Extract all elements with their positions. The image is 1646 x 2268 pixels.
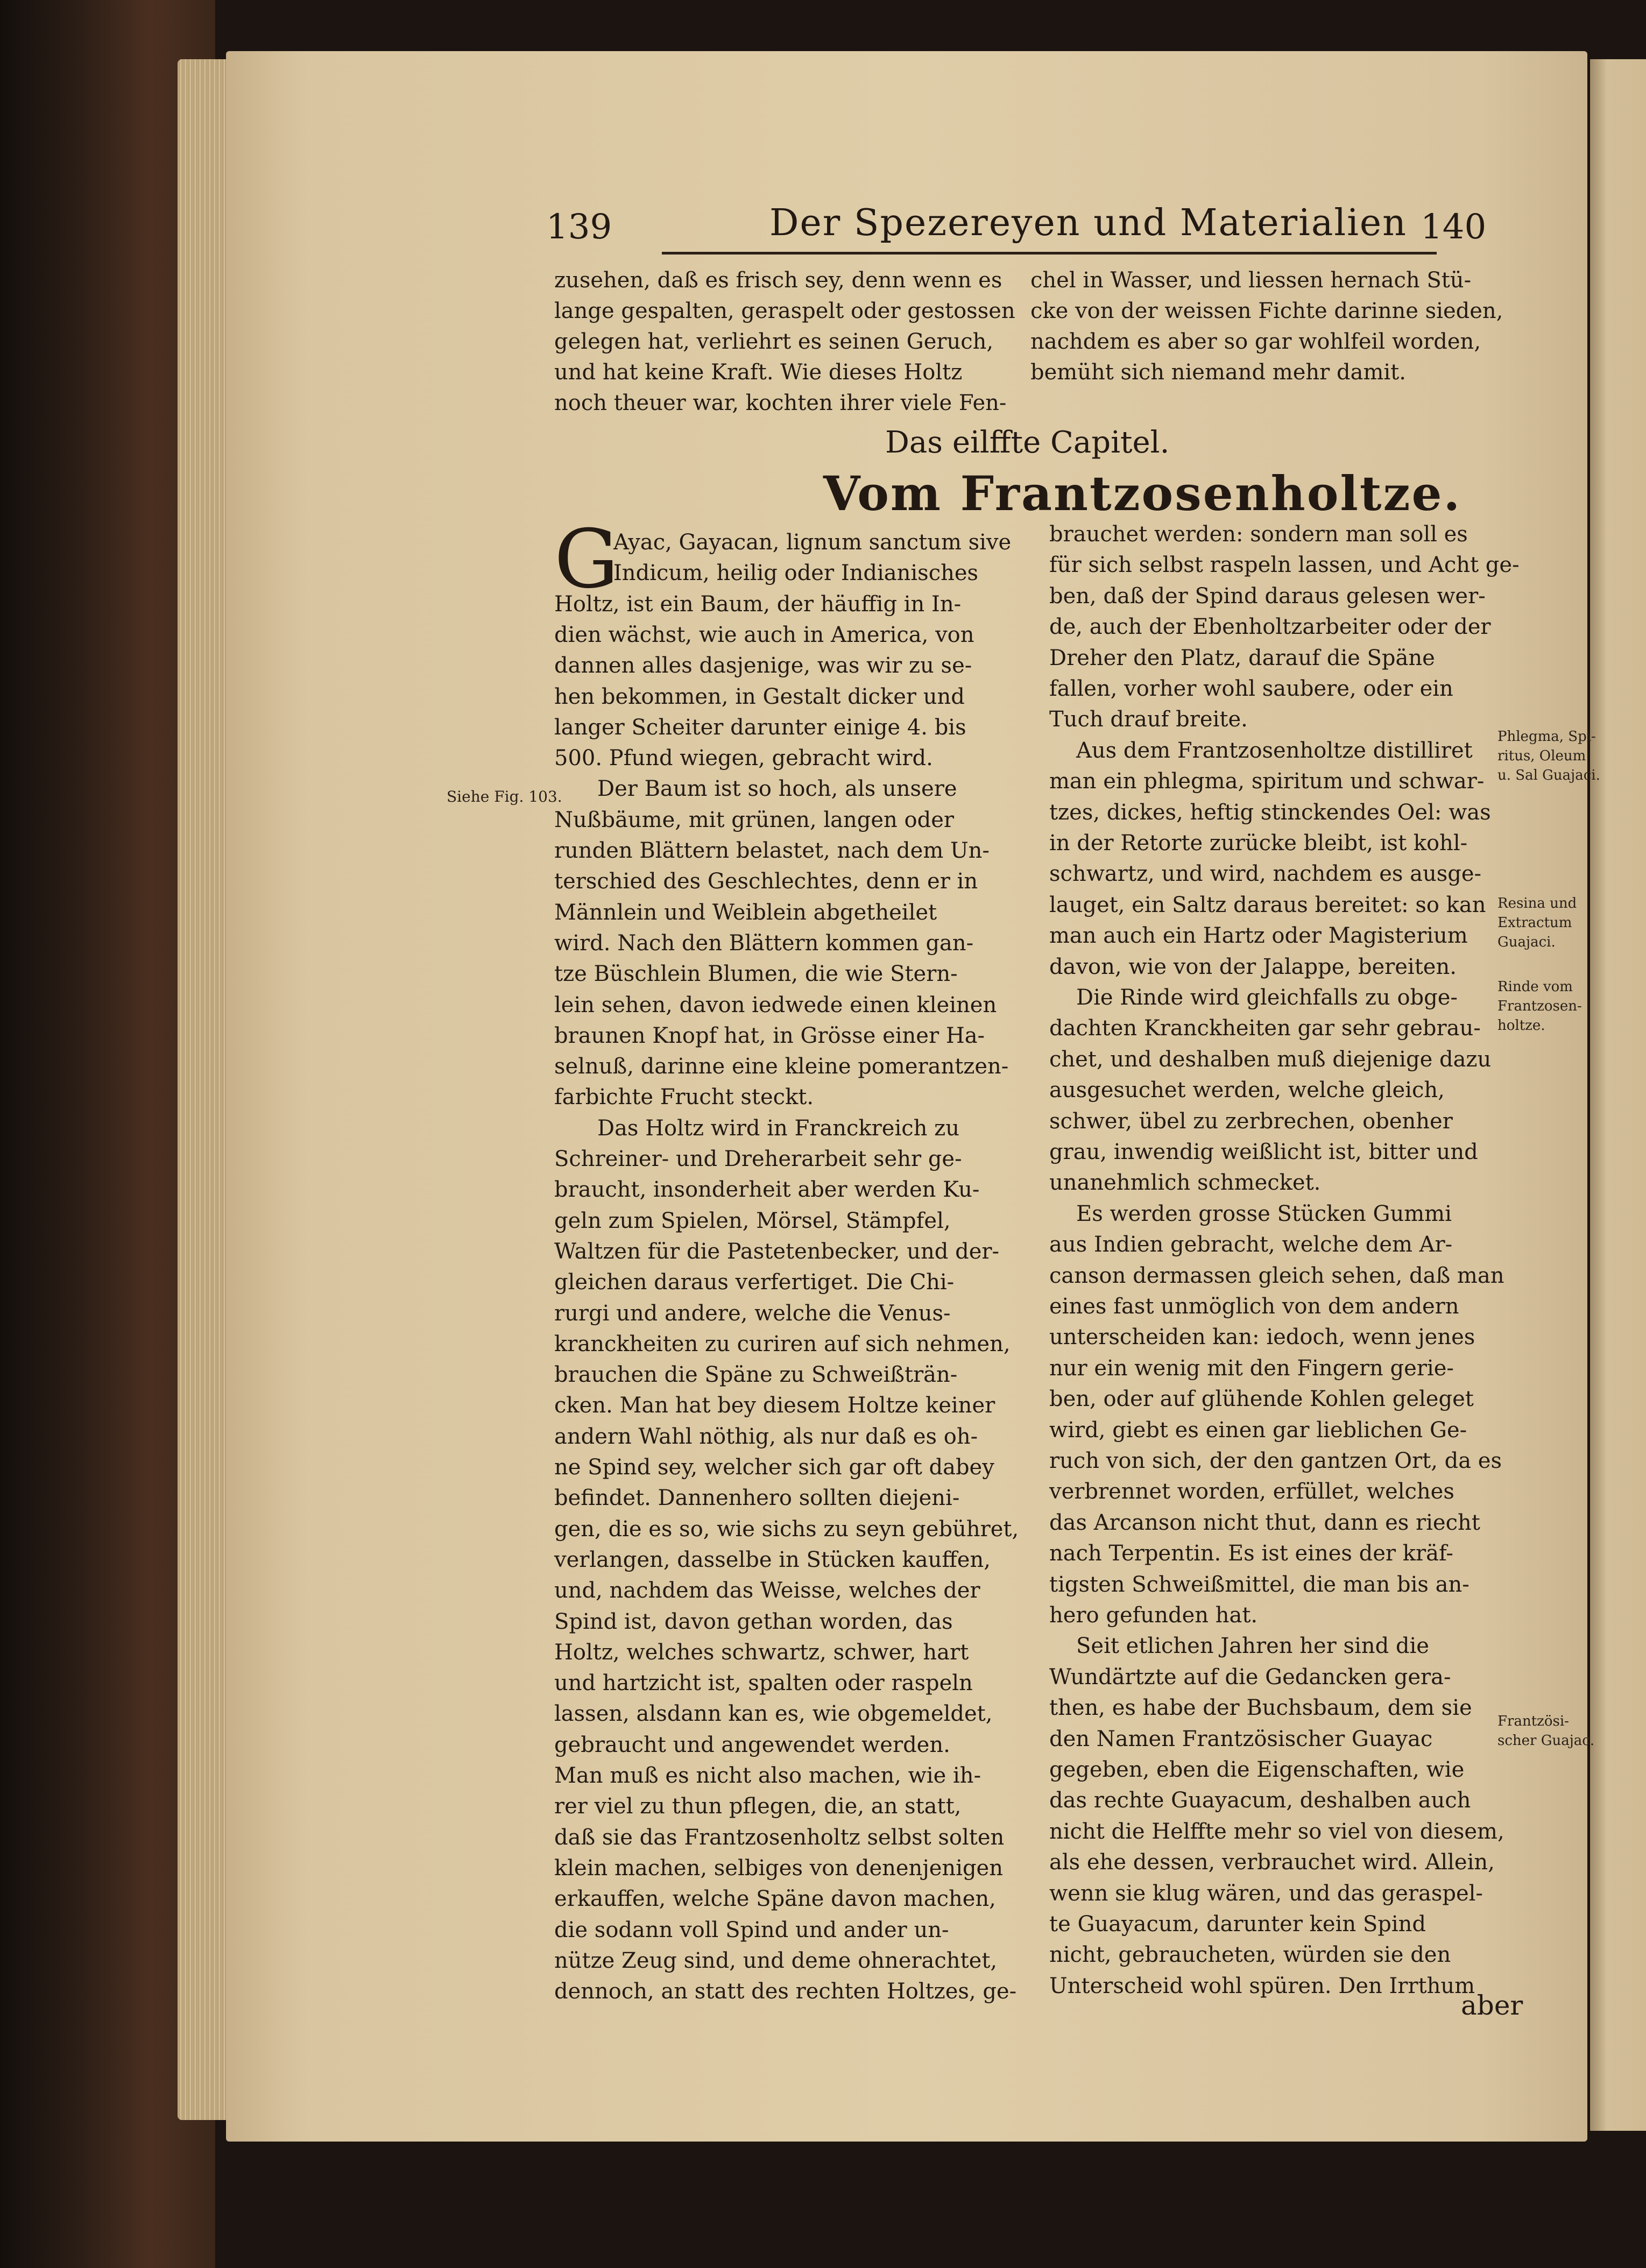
text-line: die sodann voll Spind und ander un- bbox=[554, 1917, 949, 1942]
text-line: geln zum Spielen, Mörsel, Stämpfel, bbox=[554, 1208, 951, 1233]
text-line: Holtz, welches schwartz, schwer, hart bbox=[554, 1640, 969, 1665]
text-line: unterscheiden kan: iedoch, wenn jenes bbox=[1049, 1325, 1475, 1350]
text-line: klein machen, selbiges von denenjenigen bbox=[554, 1855, 1003, 1881]
text-line: ben, daß der Spind daraus gelesen wer- bbox=[1049, 583, 1486, 609]
text-line: Holtz, ist ein Baum, der häuffig in In- bbox=[554, 591, 962, 617]
text-line: Es werden grosse Stücken Gummi bbox=[1076, 1201, 1452, 1226]
text-line: cken. Man hat bey diesem Holtze keiner bbox=[554, 1393, 995, 1418]
text-line: chel in Wasser, und liessen hernach Stü- bbox=[1030, 268, 1472, 293]
drop-cap: G bbox=[554, 513, 619, 606]
text-line: noch theuer war, kochten ihrer viele Fen- bbox=[554, 391, 1007, 415]
text-line: und hat keine Kraft. Wie dieses Holtz bbox=[554, 360, 963, 385]
margin-note-right: Phlegma, Spi- bbox=[1497, 729, 1596, 745]
margin-note-right: scher Guajac. bbox=[1497, 1733, 1595, 1749]
text-line: gen, die es so, wie sichs zu seyn gebühret, bbox=[554, 1516, 1019, 1542]
text-line: kranckheiten zu curiren auf sich nehmen, bbox=[554, 1331, 1011, 1356]
text-line: tze Büschlein Blumen, die wie Stern- bbox=[554, 962, 958, 987]
text-line: rer viel zu thun pflegen, die, an statt, bbox=[554, 1794, 962, 1819]
text-line: nicht die Helffte mehr so viel von diesem, bbox=[1049, 1819, 1504, 1844]
text-line: Indicum, heilig oder Indianisches bbox=[613, 561, 979, 586]
text-line: dien wächst, wie auch in America, von bbox=[554, 622, 974, 647]
text-line: Schreiner- und Dreherarbeit sehr ge- bbox=[554, 1147, 962, 1171]
text-line: gelegen hat, verliehrt es seinen Geruch, bbox=[554, 329, 994, 354]
text-line: lein sehen, davon iedwede einen kleinen bbox=[554, 992, 997, 1018]
text-line: Aus dem Frantzosenholtze distilliret bbox=[1076, 738, 1473, 763]
text-line: Wundärtzte auf die Gedancken gera- bbox=[1049, 1664, 1451, 1690]
text-line: daß sie das Frantzosenholtz selbst solten bbox=[554, 1825, 1005, 1850]
text-line: befindet. Dannenhero sollten diejeni- bbox=[554, 1486, 960, 1511]
margin-note-right: holtze. bbox=[1497, 1018, 1545, 1034]
text-line: grau, inwendig weißlicht ist, bitter und bbox=[1049, 1140, 1478, 1164]
text-line: das rechte Guayacum, deshalben auch bbox=[1049, 1788, 1471, 1813]
text-line: ruch von sich, der den gantzen Ort, da es bbox=[1049, 1449, 1502, 1473]
text-line: gleichen daraus verfertiget. Die Chi- bbox=[554, 1270, 955, 1295]
text-line: für sich selbst raspeln lassen, und Acht ge- bbox=[1049, 553, 1520, 578]
text-line: lauget, ein Saltz daraus bereitet: so kan bbox=[1049, 892, 1486, 917]
text-line: Der Baum ist so hoch, als unsere bbox=[597, 776, 957, 802]
margin-note-right: Frantzösi- bbox=[1497, 1713, 1569, 1729]
text-line: dachten Kranckheiten gar sehr gebrau- bbox=[1049, 1016, 1481, 1041]
text-line: hero gefunden hat. bbox=[1049, 1603, 1258, 1628]
text-line: fallen, vorher wohl saubere, oder ein bbox=[1049, 676, 1453, 701]
text-line: Das Holtz wird in Franckreich zu bbox=[597, 1115, 959, 1141]
text-line: rurgi und andere, welche die Venus- bbox=[554, 1301, 951, 1326]
text-line: then, es habe der Buchsbaum, dem sie bbox=[1049, 1695, 1472, 1721]
text-line: terschied des Geschlechtes, denn er in bbox=[554, 869, 978, 894]
text-line: in der Retorte zurücke bleibt, ist kohl- bbox=[1049, 831, 1468, 856]
text-line: zusehen, daß es frisch sey, denn wenn es bbox=[554, 268, 1002, 293]
text-line: nach Terpentin. Es ist eines der kräf- bbox=[1049, 1541, 1453, 1566]
text-line: Dreher den Platz, darauf die Späne bbox=[1049, 645, 1435, 670]
text-line: man ein phlegma, spiritum und schwar- bbox=[1049, 769, 1485, 794]
text-line: Nußbäume, mit grünen, langen oder bbox=[554, 807, 954, 832]
text-line: Waltzen für die Pastetenbecker, und der- bbox=[554, 1239, 1000, 1264]
text-line: verlangen, dasselbe in Stücken kauffen, bbox=[554, 1547, 991, 1572]
text-line: brauchen die Späne zu Schweißträn- bbox=[554, 1362, 958, 1388]
text-line: braucht, insonderheit aber werden Ku- bbox=[554, 1177, 980, 1203]
text-line: gegeben, eben die Eigenschaften, wie bbox=[1049, 1757, 1465, 1782]
text-line: cke von der weissen Fichte darinne sieden, bbox=[1030, 299, 1503, 323]
text-line: und hartzicht ist, spalten oder raspeln bbox=[554, 1671, 973, 1696]
text-line: dennoch, an statt des rechten Holtzes, ge- bbox=[554, 1979, 1017, 2004]
text-line: Ayac, Gayacan, lignum sanctum sive bbox=[613, 530, 1012, 555]
chapter-label: Das eilffte Capitel. bbox=[885, 425, 1170, 460]
text-line: unanehmlich schmecket. bbox=[1049, 1170, 1321, 1196]
margin-note-right: Frantzosen- bbox=[1497, 998, 1582, 1014]
text-line: Man muß es nicht also machen, wie ih- bbox=[554, 1763, 981, 1788]
text-line: brauchet werden: sondern man soll es bbox=[1049, 522, 1468, 547]
text-line: lange gespalten, geraspelt oder gestossen bbox=[554, 299, 1015, 323]
text-line: farbichte Frucht steckt. bbox=[554, 1085, 814, 1110]
text-line: bemüht sich niemand mehr damit. bbox=[1030, 360, 1406, 385]
text-line: langer Scheiter darunter einige 4. bis bbox=[554, 715, 966, 740]
chapter-heading: Vom Frantzosenholtze. bbox=[823, 465, 1462, 521]
text-line: ben, oder auf glühende Kohlen geleget bbox=[1049, 1387, 1474, 1412]
text-line: aus Indien gebracht, welche dem Ar- bbox=[1049, 1232, 1453, 1257]
text-line: den Namen Frantzösischer Guayac bbox=[1049, 1726, 1433, 1751]
text-line: verbrennet worden, erfüllet, welches bbox=[1049, 1479, 1454, 1504]
text-line: das Arcanson nicht thut, dann es riecht bbox=[1049, 1510, 1480, 1535]
text-line: Die Rinde wird gleichfalls zu obge- bbox=[1076, 985, 1458, 1010]
margin-note-right: u. Sal Guajaci. bbox=[1497, 767, 1600, 783]
next-page-edge bbox=[1590, 59, 1646, 2131]
text-line: schwartz, und wird, nachdem es ausge- bbox=[1049, 861, 1482, 887]
text-line: 500. Pfund wiegen, gebracht wird. bbox=[554, 746, 933, 771]
margin-note-left: Siehe Fig. 103. bbox=[447, 788, 562, 806]
text-line: Männlein und Weiblein abgetheilet bbox=[554, 900, 937, 925]
text-line: Tuch drauf breite. bbox=[1049, 707, 1248, 732]
text-line: tigsten Schweißmittel, die man bis an- bbox=[1049, 1572, 1470, 1597]
margin-note-right: Resina und bbox=[1497, 895, 1577, 912]
text-line: Seit etlichen Jahren her sind die bbox=[1076, 1634, 1429, 1659]
running-title: Der Spezereyen und Materialien bbox=[769, 202, 1407, 244]
text-line: wenn sie klug wären, und das geraspel- bbox=[1049, 1881, 1483, 1906]
text-line: gebraucht und angewendet werden. bbox=[554, 1732, 950, 1757]
text-line: wird, giebt es einen gar lieblichen Ge- bbox=[1049, 1417, 1467, 1443]
text-line: ne Spind sey, welcher sich gar oft dabey bbox=[554, 1455, 994, 1480]
text-line: tzes, dickes, heftig stinckendes Oel: was bbox=[1049, 800, 1491, 825]
header-rule bbox=[662, 252, 1437, 255]
margin-note-right: Extractum bbox=[1497, 915, 1572, 931]
text-line: nicht, gebraucheten, würden sie den bbox=[1049, 1942, 1451, 1968]
text-line: nachdem es aber so gar wohlfeil worden, bbox=[1030, 329, 1481, 354]
margin-note-right: ritus, Oleum bbox=[1497, 748, 1586, 764]
text-line: braunen Knopf hat, in Grösse einer Ha- bbox=[554, 1023, 985, 1048]
text-line: davon, wie von der Jalappe, bereiten. bbox=[1049, 954, 1457, 979]
text-line: de, auch der Ebenholtzarbeiter oder der bbox=[1049, 614, 1491, 640]
text-line: andern Wahl nöthig, als nur daß es oh- bbox=[554, 1424, 978, 1449]
margin-note-right: Guajaci. bbox=[1497, 934, 1556, 950]
text-line: te Guayacum, darunter kein Spind bbox=[1049, 1912, 1426, 1937]
margin-note-right: Rinde vom bbox=[1497, 979, 1573, 995]
text-line: nur ein wenig mit den Fingern gerie- bbox=[1049, 1355, 1454, 1381]
text-line: wird. Nach den Blättern kommen gan- bbox=[554, 930, 974, 956]
text-line: dannen alles dasjenige, was wir zu se- bbox=[554, 653, 972, 679]
text-line: lassen, alsdann kan es, wie obgemeldet, bbox=[554, 1701, 993, 1727]
text-line: Unterscheid wohl spüren. Den Irrthum bbox=[1049, 1973, 1475, 1998]
text-line: selnuß, darinne eine kleine pomerantzen- bbox=[554, 1054, 1009, 1079]
text-line: Spind ist, davon gethan worden, das bbox=[554, 1609, 953, 1634]
text-line: schwer, übel zu zerbrechen, obenher bbox=[1049, 1108, 1453, 1134]
text-line: runden Blättern belastet, nach dem Un- bbox=[554, 838, 990, 863]
text-line: man auch ein Hartz oder Magisterium bbox=[1049, 923, 1468, 949]
text-line: canson dermassen gleich sehen, daß man bbox=[1049, 1263, 1504, 1288]
text-line: hen bekommen, in Gestalt dicker und bbox=[554, 684, 965, 709]
text-line: nütze Zeug sind, und deme ohnerachtet, bbox=[554, 1948, 998, 1973]
page-number-left: 139 bbox=[546, 207, 612, 247]
text-line: erkauffen, welche Späne davon machen, bbox=[554, 1887, 996, 1912]
text-line: ausgesuchet werden, welche gleich, bbox=[1049, 1078, 1445, 1103]
text-line: chet, und deshalben muß diejenige dazu bbox=[1049, 1047, 1492, 1072]
text-line: eines fast unmöglich von dem andern bbox=[1049, 1294, 1459, 1319]
catchword: aber bbox=[1461, 1990, 1523, 2021]
page-number-right: 140 bbox=[1421, 207, 1487, 247]
text-line: und, nachdem das Weisse, welches der bbox=[554, 1578, 980, 1603]
text-line: als ehe dessen, verbrauchet wird. Allein, bbox=[1049, 1850, 1495, 1875]
